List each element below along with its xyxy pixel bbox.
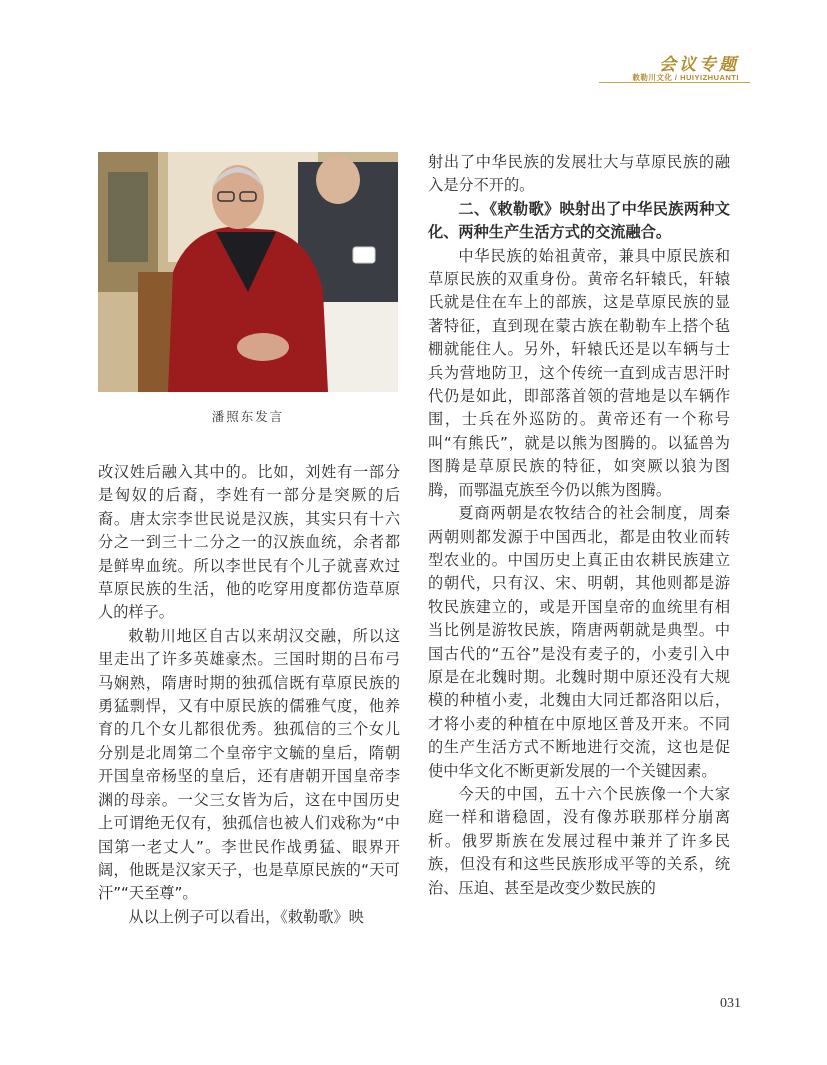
right-paragraph-2: 中华民族的始祖黄帝，兼具中原民族和草原民族的双重身份。黄帝名轩辕氏，轩辕氏就是住在车上的部族，这是草原民族的显著特征，直到现在蒙古族在勒勒车上搭个毡棚就能住人。另外，轩辕氏还是以车辆与士兵为营地防卫，这个传统一直到成吉思汗时代仍是如此，即部落首领的营地是以车辆作围，士兵在外巡防的。黄帝还有一个称号叫“有熊氏”，就是以熊为图腾的。以猛兽为图腾是草原民族的特征，如突厥以狼为图腾，而鄂温克族至今仍以熊为图腾。	[428, 246, 730, 499]
left-paragraph-3: 从以上例子可以看出，《敕勒歌》映	[128, 907, 364, 926]
left-paragraph-1: 改汉姓后融入其中的。比如，刘姓有一部分是匈奴的后裔，李姓有一部分是突厥的后裔。唐太宗李世民说是汉族，其实只有十六分之一到三十二分之一的汉族血统，余者都是鲜卑血统。所以李世民有个儿子就喜欢过草原民族的生活，他的吃穿用度都仿造草原人的样子。	[98, 463, 400, 622]
right-paragraph-1: 射出了中华民族的发展壮大与草原民族的融入是分不开的。	[428, 153, 730, 195]
right-paragraph-4: 今天的中国，五十六个民族像一个大家庭一样和谐稳固，没有像苏联那样分崩离析。俄罗斯族在发展过程中兼并了许多民族，但没有和这些民族形成平等的关系，统治、压迫、甚至是改变少数民族的	[428, 784, 730, 897]
header-rule	[599, 82, 750, 83]
right-paragraph-3: 夏商两朝是农牧结合的社会制度，周秦两朝则都发源于中国西北，都是由牧业而转型农业的。中国历史上真正由农耕民族建立的朝代，只有汉、宋、明朝，其他则都是游牧民族建立的，或是开国皇帝的血统里有相当比例是游牧民族，隋唐两朝就是典型。中国古代的“五谷”是没有麦子的，小麦引入中原是在北魏时期。北魏时期中原还没有大规模的种植小麦，北魏由大同迁都洛阳以后，才将小麦的种植在中原地区普及开来。不同的生产生活方式不断地进行交流，这也是促使中华文化不断更新发展的一个关键因素。	[428, 504, 730, 780]
left-column	[98, 461, 400, 929]
section-subtitle: 敕勒川文化 / HUIYIZHUANTI	[632, 73, 739, 82]
left-paragraph-2: 敕勒川地区自古以来胡汉交融，所以这里走出了许多英雄豪杰。三国时期的吕布弓马娴熟，隋唐时期的独孤信既有草原民族的勇猛剽悍，又有中原民族的儒雅气度，他养育的几个女儿都很优秀。独孤信的三个女儿分别是北周第二个皇帝宇文毓的皇后，隋朝开国皇帝杨坚的皇后，还有唐朝开国皇帝李渊的母亲。一父三女皆为后，这在中国历史上可谓绝无仅有，独孤信也被人们戏称为“中国第一老丈人”。李世民作战勇猛、眼界开阔，他既是汉家天子，也是草原民族的“天可汗”“天至尊”。	[98, 626, 400, 903]
page-number: 031	[720, 996, 741, 1011]
right-column	[428, 151, 730, 900]
section-title: 会议专题	[659, 55, 739, 75]
speaker-photo-illustration	[98, 152, 398, 392]
photo-caption: 潘照东发言	[211, 409, 285, 424]
section-heading: 二、《敕勒歌》映射出了中华民族两种文化、两种生产生活方式的交流融合。	[428, 199, 730, 242]
speaker-photo	[98, 152, 398, 392]
